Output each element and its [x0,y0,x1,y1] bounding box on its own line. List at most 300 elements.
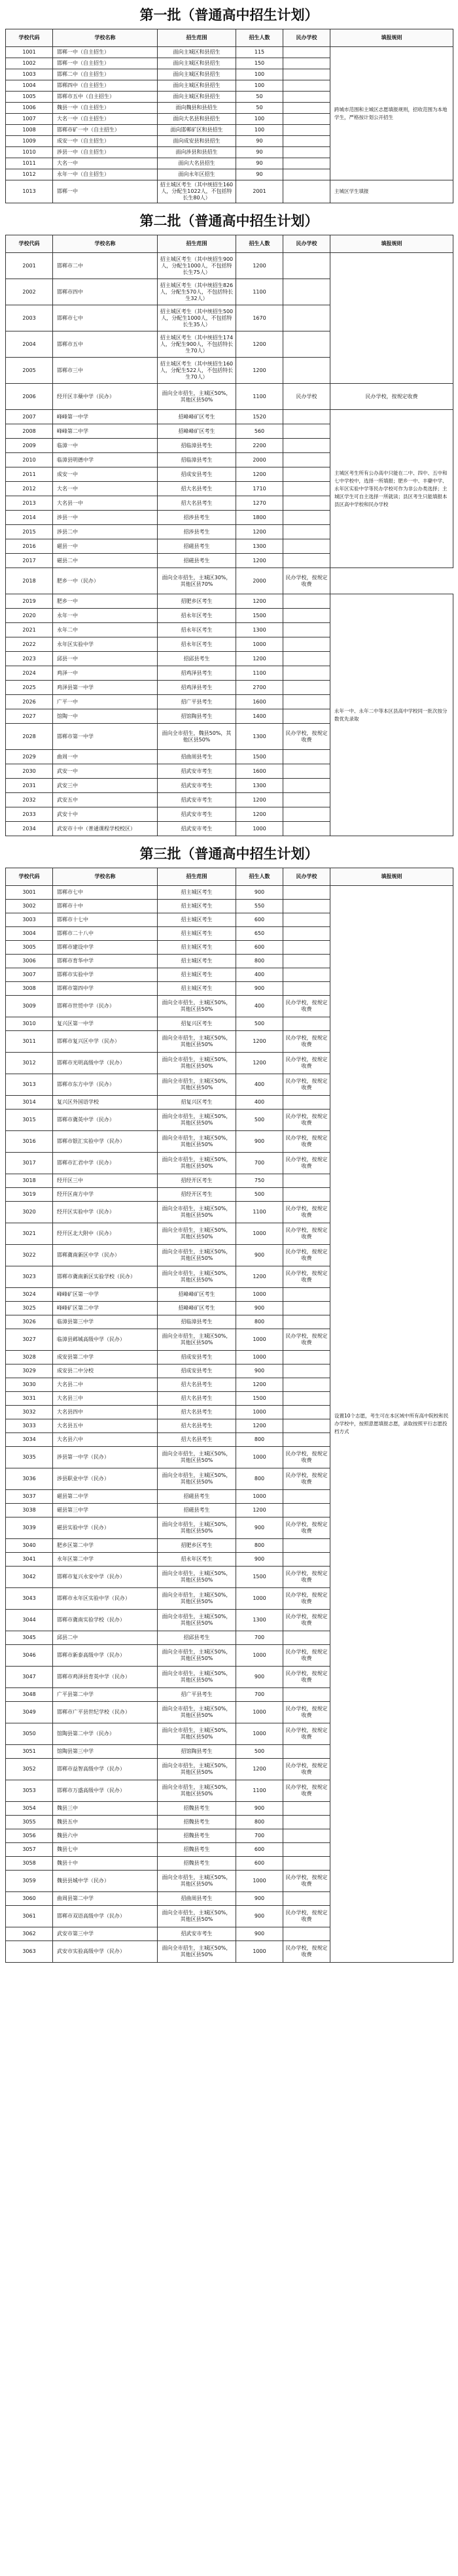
school-name: 涉县职业中学（民办） [53,1468,158,1490]
private-flag [283,482,330,496]
enroll-range: 招肥乡区考生 [158,1539,236,1553]
enroll-range: 招主城区考生 [158,968,236,982]
school-code: 2030 [6,764,53,779]
enroll-range: 招临漳县考生 [158,453,236,467]
enroll-range: 面向大名县招生 [158,158,236,169]
enroll-count: 1300 [236,779,283,793]
enroll-count: 560 [236,424,283,439]
school-name: 大名一中 [53,482,158,496]
enroll-range: 招武安市考生 [158,764,236,779]
private-flag: 民办学校，按规定收费 [283,1223,330,1245]
enroll-count: 1000 [236,1941,283,1963]
enroll-range: 招武安市考生 [158,807,236,822]
private-flag [283,158,330,169]
enroll-range: 招主城区考生（其中统招生160人，分配生1022人，不包括特长生80人） [158,180,236,203]
school-name: 磁县第二中学 [53,1490,158,1504]
school-name: 成安县第二中学 [53,1351,158,1364]
private-flag: 民办学校，按规定收费 [283,1702,330,1723]
school-code: 3032 [6,1406,53,1419]
enroll-range: 面向永年区招生 [158,169,236,180]
school-code: 3038 [6,1504,53,1517]
private-flag [283,886,330,900]
enroll-count: 900 [236,1667,283,1688]
enroll-range: 面向全市招生，主城区50%，其他区县50% [158,1517,236,1539]
private-flag [283,103,330,114]
column-header: 招生人数 [236,29,283,47]
private-flag [283,1017,330,1031]
private-flag [283,1816,330,1829]
school-code: 3062 [6,1927,53,1941]
enroll-count: 1300 [236,1610,283,1631]
enroll-count: 1500 [236,1392,283,1406]
enroll-count: 600 [236,1857,283,1871]
private-flag [283,1688,330,1702]
private-flag [283,1378,330,1392]
column-header: 学校名称 [53,868,158,886]
school-name: 邯郸市五中（自主招生） [53,92,158,103]
enroll-count: 800 [236,1468,283,1490]
school-code: 3041 [6,1553,53,1567]
enroll-count: 1670 [236,305,283,331]
enroll-range: 面向主城区和县招生 [158,80,236,92]
enroll-count: 700 [236,1688,283,1702]
enroll-range: 面向全市招生，主城区50%，其他区县50% [158,1031,236,1053]
enroll-range: 招峰峰矿区考生 [158,424,236,439]
school-code: 3004 [6,927,53,941]
enroll-range: 招主城区考生 [158,913,236,927]
school-code: 2025 [6,681,53,695]
enroll-range: 面向全市招生，主城区50%，其他区县50% [158,1645,236,1667]
enroll-count: 1270 [236,496,283,511]
enroll-range: 面向全市招生，主城区50%，其他区县50% [158,1667,236,1688]
enroll-count: 1000 [236,1702,283,1723]
enroll-count: 1500 [236,609,283,623]
private-flag [283,750,330,764]
school-code: 3048 [6,1688,53,1702]
enroll-count: 1100 [236,666,283,681]
enroll-count: 1000 [236,637,283,652]
school-name: 大名县六中 [53,1433,158,1447]
enroll-range: 面向魏县和县招生 [158,103,236,114]
enroll-range: 招主城区考生（其中统招生174人，分配生900人，不包括特长生70人） [158,331,236,358]
batch2-table [5,235,453,836]
school-name: 广平一中 [53,695,158,709]
school-code: 3023 [6,1266,53,1288]
private-flag [283,358,330,384]
school-name: 永年区实验中学 [53,637,158,652]
school-code: 1003 [6,69,53,80]
school-name: 馆陶县第二中学（民办） [53,1723,158,1745]
private-flag [283,1364,330,1378]
school-code: 3043 [6,1588,53,1610]
enroll-count: 1400 [236,709,283,724]
enroll-count: 100 [236,114,283,125]
enroll-count: 800 [236,955,283,968]
private-flag: 民办学校，按规定收费 [283,1588,330,1610]
column-header: 招生范围 [158,235,236,253]
enroll-count: 900 [236,1892,283,1906]
private-flag [283,47,330,58]
enroll-range: 面向全市招生，主城区50%，其他区县50% [158,1468,236,1490]
school-name: 武安市十中（普通课程学校校区） [53,822,158,836]
rule-note: 永年一中、永年二中等本区县高中学校同一批次按分数优先录取 [330,594,453,836]
private-flag: 民办学校，按规定收费 [283,1517,330,1539]
enroll-count: 800 [236,1315,283,1329]
school-code: 3017 [6,1153,53,1174]
table-row [6,47,453,58]
private-flag: 民办学校，按规定收费 [283,1447,330,1468]
enroll-range: 招肥乡区考生 [158,594,236,609]
enroll-count: 1000 [236,1723,283,1745]
enroll-range: 面向全市招生，主城区50%，其他区县50% [158,1780,236,1802]
school-name: 邯郸市复兴区中学（民办） [53,1031,158,1053]
school-code: 3063 [6,1941,53,1963]
private-flag [283,1631,330,1645]
enroll-count: 1000 [236,1588,283,1610]
enroll-range: 招永年区考生 [158,1553,236,1567]
enroll-range: 招大名县考生 [158,1433,236,1447]
school-name: 邯郸市育华中学 [53,955,158,968]
private-flag [283,637,330,652]
enroll-range: 招魏县考生 [158,1802,236,1816]
school-name: 邯郸市东方中学（民办） [53,1074,158,1096]
enroll-count: 900 [236,1364,283,1378]
school-name: 邯郸二中（自主招生） [53,69,158,80]
private-flag [283,1504,330,1517]
table-row [6,568,453,594]
enroll-count: 900 [236,1131,283,1153]
enroll-range: 招大名县考生 [158,1406,236,1419]
school-code: 2022 [6,637,53,652]
enroll-count: 1300 [236,539,283,554]
enroll-count: 1200 [236,1504,283,1517]
private-flag [283,180,330,203]
private-flag [283,1857,330,1871]
enroll-count: 900 [236,1302,283,1315]
school-name: 邯郸一中（自主招生） [53,47,158,58]
enroll-range: 面向全市招生，主城区50%，其他区县50% [158,1702,236,1723]
private-flag: 民办学校，按规定收费 [283,1645,330,1667]
enroll-range: 招魏县考生 [158,1816,236,1829]
enroll-range: 面向大名县和县招生 [158,114,236,125]
school-code: 1005 [6,92,53,103]
school-name: 邯郸一中 [53,180,158,203]
school-name: 磁县第三中学 [53,1504,158,1517]
school-name: 曲周县第二中学 [53,1892,158,1906]
enroll-range: 面向主城区和县招生 [158,69,236,80]
school-name: 邯郸市冀英中学（民办） [53,1110,158,1131]
private-flag: 民办学校，按规定收费 [283,1329,330,1351]
enroll-count: 1000 [236,822,283,836]
private-flag: 民办学校，按规定收费 [283,1871,330,1892]
enroll-range: 面向全市招生，主城区50%，其他区县50% [158,1941,236,1963]
private-flag [283,80,330,92]
enroll-count: 1300 [236,623,283,637]
private-flag [283,955,330,968]
school-code: 3006 [6,955,53,968]
private-flag [283,1174,330,1188]
private-flag [283,147,330,158]
enroll-count: 1200 [236,331,283,358]
enroll-range: 招主城区考生 [158,886,236,900]
enroll-range: 招磁县考生 [158,554,236,568]
enroll-count: 1800 [236,511,283,525]
private-flag [283,1288,330,1302]
school-name: 魏县五中 [53,1816,158,1829]
enroll-range: 面向全市招生，主城区50%，其他区县50% [158,1110,236,1131]
rule-note: 主城区学生填报 [330,180,453,203]
enroll-range: 招成安县考生 [158,467,236,482]
rule-note [330,253,453,384]
fill-rule: 民办学校，按规定收费 [330,384,453,410]
enroll-count: 1100 [236,1202,283,1223]
school-code: 3016 [6,1131,53,1153]
rule-note: 设置10个志愿，考生可在本区域中所有高中院校和民办学校中，按照意愿填报志愿，录取按照平行志愿投档方式 [330,886,453,1963]
school-name: 邱县一中 [53,652,158,666]
private-flag: 民办学校，按规定收费 [283,1610,330,1631]
private-flag: 民办学校，按规定收费 [283,1468,330,1490]
enroll-range: 招磁县考生 [158,1490,236,1504]
private-flag [283,1188,330,1202]
school-name: 曲周一中 [53,750,158,764]
table-row [6,253,453,279]
enroll-range: 面向成安县和县招生 [158,136,236,147]
school-name: 磁县一中 [53,539,158,554]
school-name: 峰峰矿区第一中学 [53,1288,158,1302]
enroll-range: 招邱县考生 [158,1631,236,1645]
private-flag: 民办学校，按规定收费 [283,1153,330,1174]
school-name: 肥乡一中（民办） [53,568,158,594]
private-flag [283,913,330,927]
school-code: 3054 [6,1802,53,1816]
enroll-range: 招峰峰矿区考生 [158,410,236,424]
school-name: 邯郸市冀南新区实验学校（民办） [53,1266,158,1288]
private-flag [283,594,330,609]
enroll-count: 900 [236,1553,283,1567]
enroll-range: 招主城区考生（其中统招生826人，分配生570人，不包括特长生32人） [158,279,236,305]
column-header: 学校代码 [6,29,53,47]
school-code: 3021 [6,1223,53,1245]
school-code: 2012 [6,482,53,496]
private-flag: 民办学校，按规定收费 [283,724,330,750]
private-flag [283,305,330,331]
private-flag: 民办学校，按规定收费 [283,1131,330,1153]
school-code: 3031 [6,1392,53,1406]
enroll-range: 招经开区考生 [158,1188,236,1202]
school-name: 邯郸市第一中学 [53,724,158,750]
private-flag: 民办学校，按规定收费 [283,996,330,1017]
school-code: 2021 [6,623,53,637]
enroll-count: 2000 [236,453,283,467]
school-name: 武安五中 [53,793,158,807]
enroll-range: 招主城区考生（其中统招生900人，分配生1000人，不包括特长生75人） [158,253,236,279]
school-name: 邯郸市七中 [53,305,158,331]
school-code: 2028 [6,724,53,750]
school-name: 邯郸市鸡泽县育英中学（民办） [53,1667,158,1688]
private-flag [283,125,330,136]
column-header: 招生范围 [158,868,236,886]
school-name: 邯郸市冀南实验学校（民办） [53,1610,158,1631]
enroll-count: 1520 [236,410,283,424]
school-code: 3024 [6,1288,53,1302]
school-code: 3007 [6,968,53,982]
enroll-range: 招主城区考生 [158,941,236,955]
enroll-range: 面向全市招生，主城区50%，其他区县50% [158,1329,236,1351]
private-flag [283,539,330,554]
enroll-count: 600 [236,913,283,927]
enroll-count: 1200 [236,594,283,609]
enroll-range: 招峰峰矿区考生 [158,1302,236,1315]
school-code: 2027 [6,709,53,724]
enroll-count: 1200 [236,1053,283,1074]
private-flag [283,92,330,103]
school-name: 临漳县第三中学 [53,1315,158,1329]
enroll-count: 500 [236,1188,283,1202]
batch3-table [5,868,453,1963]
enroll-count: 700 [236,1829,283,1843]
enroll-range: 面向全市招生，主城区50%，其他区县50% [158,1053,236,1074]
school-name: 邯郸四中（自主招生） [53,80,158,92]
school-code: 3034 [6,1433,53,1447]
enroll-range: 招大名县考生 [158,482,236,496]
private-flag [283,695,330,709]
school-name: 成安一中 [53,467,158,482]
private-flag [283,136,330,147]
school-code: 3057 [6,1843,53,1857]
school-code: 2009 [6,439,53,453]
private-flag [283,709,330,724]
school-name: 邯郸市光明高级中学（民办） [53,1053,158,1074]
private-flag [283,822,330,836]
enroll-range: 招武安市考生 [158,793,236,807]
enroll-count: 1200 [236,793,283,807]
school-code: 1009 [6,136,53,147]
school-name: 峰峰矿区第二中学 [53,1302,158,1315]
private-flag [283,1433,330,1447]
private-flag [283,554,330,568]
private-flag [283,793,330,807]
enroll-range: 招曲周县考生 [158,750,236,764]
enroll-count: 1000 [236,1288,283,1302]
enroll-range: 面向全市招生，主城区50%，其他区县50% [158,996,236,1017]
school-name: 邯郸市第四中学 [53,982,158,996]
column-header: 填报规则 [330,29,453,47]
school-code: 3026 [6,1315,53,1329]
enroll-range: 招磁县考生 [158,1504,236,1517]
enroll-range: 招涉县考生 [158,511,236,525]
school-code: 3018 [6,1174,53,1188]
enroll-range: 招馆陶县考生 [158,709,236,724]
school-name: 邯郸市五中 [53,331,158,358]
private-flag: 民办学校，按规定收费 [283,1759,330,1780]
enroll-range: 招涉县考生 [158,525,236,539]
enroll-count: 400 [236,1074,283,1096]
school-name: 肥乡一中 [53,594,158,609]
school-name: 成安一中（自主招生） [53,136,158,147]
enroll-count: 800 [236,1539,283,1553]
school-code: 3058 [6,1857,53,1871]
school-name: 邯郸市矿一中（自主招生） [53,125,158,136]
private-flag: 民办学校，按规定收费 [283,1202,330,1223]
enroll-range: 招永年区考生 [158,637,236,652]
private-flag [283,1553,330,1567]
enroll-count: 90 [236,169,283,180]
enroll-count: 2200 [236,439,283,453]
enroll-count: 500 [236,1110,283,1131]
enroll-range: 招武安市考生 [158,1927,236,1941]
school-name: 大名县二中 [53,1378,158,1392]
enroll-count: 1600 [236,695,283,709]
private-flag [283,496,330,511]
school-code: 3033 [6,1419,53,1433]
enroll-count: 500 [236,1017,283,1031]
school-name: 磁县二中 [53,554,158,568]
enroll-count: 650 [236,927,283,941]
private-flag [283,652,330,666]
private-flag: 民办学校 [283,384,330,410]
private-flag [283,331,330,358]
enroll-count: 500 [236,1745,283,1759]
enroll-count: 1200 [236,807,283,822]
table-header [6,29,453,47]
enroll-range: 面向全市招生，主城区50%，其他区县50% [158,1266,236,1288]
school-code: 3039 [6,1517,53,1539]
table-header [6,868,453,886]
private-flag: 民办学校，按规定收费 [283,1110,330,1131]
column-header: 民办学校 [283,29,330,47]
enroll-range: 招广平县考生 [158,1688,236,1702]
school-code: 3061 [6,1906,53,1927]
school-name: 涉县一中 [53,511,158,525]
enroll-range: 面向全市招生，主城区50%，其他区县50% [158,1906,236,1927]
school-name: 峰峰第二中学 [53,424,158,439]
school-code: 3025 [6,1302,53,1315]
enroll-count: 900 [236,1517,283,1539]
private-flag [283,764,330,779]
school-name: 复兴区第一中学 [53,1017,158,1031]
private-flag [283,1802,330,1816]
enroll-range: 面向全市招生，主城区50%，其他区县50% [158,1074,236,1096]
school-code: 3027 [6,1329,53,1351]
school-code: 2006 [6,384,53,410]
school-name: 邯郸市二十八中 [53,927,158,941]
private-flag [283,1745,330,1759]
school-code: 2017 [6,554,53,568]
enroll-range: 面向全市招生，主城区50%，其他区县50% [158,1245,236,1266]
enroll-range: 招经开区考生 [158,1174,236,1188]
school-name: 邯郸市广平县世纪学校（民办） [53,1702,158,1723]
school-name: 魏县县城中学（民办） [53,1871,158,1892]
school-name: 肥乡区第二中学 [53,1539,158,1553]
enroll-range: 面向主城区和县招生 [158,92,236,103]
private-flag [283,609,330,623]
private-flag [283,1539,330,1553]
school-code: 2003 [6,305,53,331]
column-header: 学校代码 [6,868,53,886]
enroll-range: 招鸡泽县考生 [158,666,236,681]
enroll-count: 1200 [236,652,283,666]
enroll-count: 1200 [236,1378,283,1392]
enroll-range: 招主城区考生（其中统招生500人，分配生1000人，不包括特长生35人） [158,305,236,331]
private-flag [283,1315,330,1329]
private-flag: 民办学校，按规定收费 [283,1723,330,1745]
enroll-range: 招大名县考生 [158,1419,236,1433]
school-name: 经开区三中 [53,1174,158,1188]
school-code: 1007 [6,114,53,125]
enroll-count: 400 [236,996,283,1017]
private-flag [283,666,330,681]
private-flag [283,1302,330,1315]
